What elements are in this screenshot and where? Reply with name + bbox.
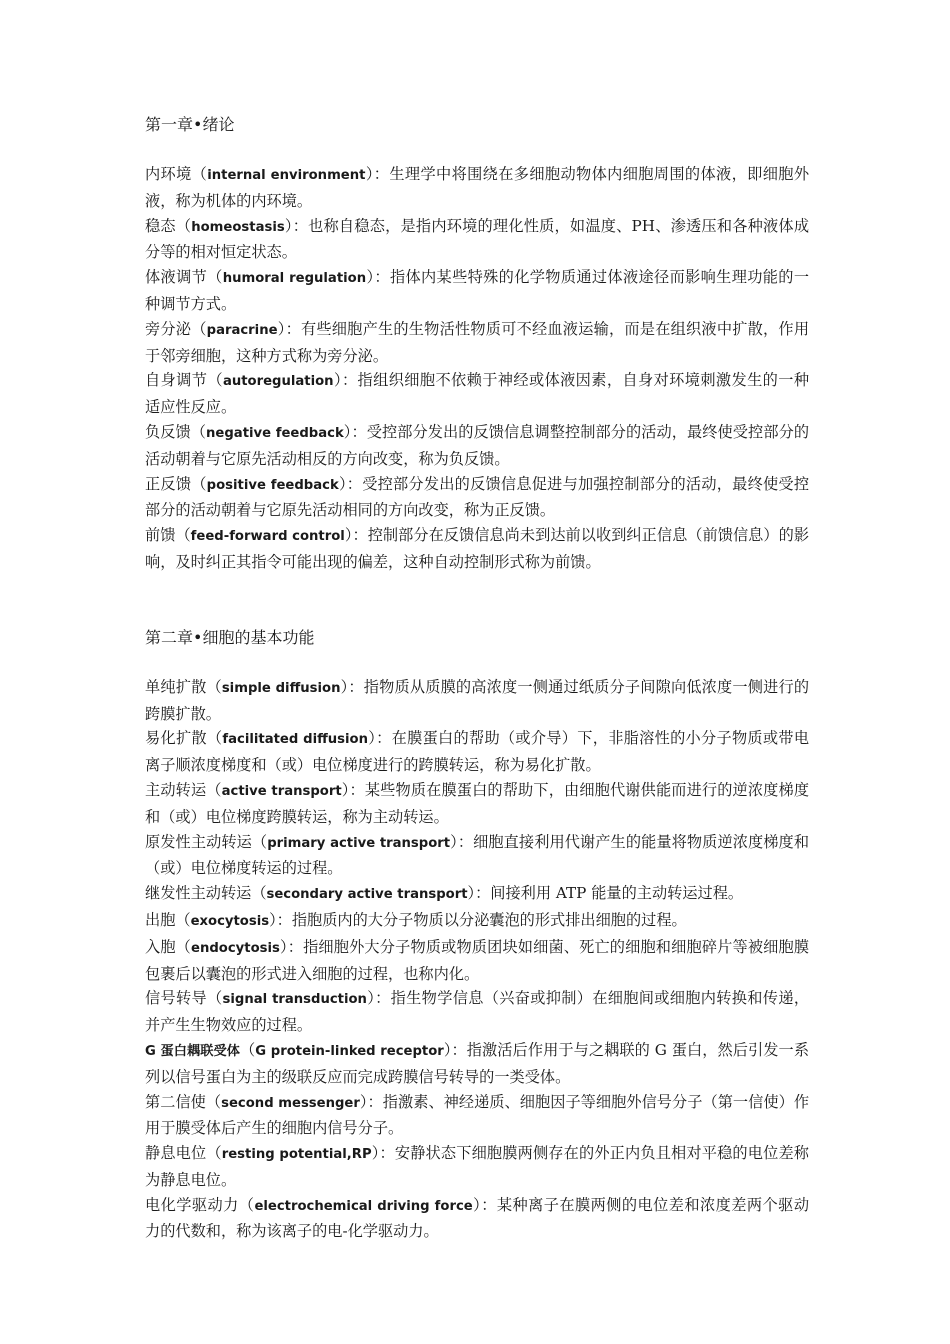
term-definition: 指体内某些特殊的化学物质通过体液途径而影响生理功能的一种调节方式。 bbox=[145, 268, 810, 313]
term-definition: 指生物学信息（兴奋或抑制）在细胞间或细胞内转换和传递，并产生生物效应的过程。 bbox=[145, 989, 810, 1035]
term-chinese: 原发性主动转运 bbox=[145, 832, 252, 851]
glossary-entry bbox=[145, 986, 809, 1038]
term-chinese: 电化学驱动力 bbox=[145, 1195, 239, 1214]
glossary-entry bbox=[145, 908, 809, 935]
term-english: G protein-linked receptor bbox=[255, 1043, 444, 1059]
term-chinese: 内环境 bbox=[145, 165, 192, 183]
term-chinese: 前馈 bbox=[145, 526, 176, 545]
term-definition: 有些细胞产生的生物活性物质可不经血液运输，而是在组织液中扩散，作用于邻旁细胞，这种方式称为旁分泌。 bbox=[145, 319, 810, 365]
glossary-entry bbox=[145, 1090, 809, 1142]
close-paren: ）： bbox=[365, 165, 390, 183]
term-definition: 在膜蛋白的帮助（或介导）下，非脂溶性的小分子物质或带电离子顺浓度梯度和（或）电位梯度进行的跨膜转运，称为易化扩散。 bbox=[145, 729, 810, 775]
chapter-1-entries bbox=[145, 162, 809, 575]
open-paren: （ bbox=[175, 526, 191, 545]
glossary-entry bbox=[145, 1141, 809, 1193]
glossary-entry bbox=[145, 830, 809, 882]
open-paren: （ bbox=[238, 1195, 255, 1214]
glossary-entry bbox=[145, 778, 809, 830]
term-chinese: 继发性主动转运 bbox=[145, 884, 252, 903]
glossary-entry bbox=[145, 265, 809, 317]
term-chinese: 静息电位 bbox=[145, 1144, 207, 1163]
close-paren: ）： bbox=[284, 216, 309, 235]
open-paren: （ bbox=[191, 165, 208, 183]
term-chinese: 第二信使 bbox=[145, 1092, 206, 1111]
chapter-2-title: 第二章•细胞的基本功能 bbox=[145, 627, 315, 647]
close-paren: ）： bbox=[359, 1092, 383, 1111]
open-paren: （ bbox=[175, 216, 192, 235]
term-english: simple diffusion bbox=[221, 680, 341, 696]
close-paren: ）： bbox=[467, 884, 491, 903]
glossary-entry bbox=[145, 162, 809, 214]
close-paren: ）： bbox=[340, 677, 364, 696]
open-paren: （ bbox=[191, 319, 207, 338]
glossary-entry bbox=[145, 675, 809, 727]
term-definition: 指激素、神经递质、细胞因子等细胞外信号分子（第一信使）作用于膜受体后产生的细胞内信号分子。 bbox=[145, 1092, 810, 1138]
close-paren: ）： bbox=[450, 832, 474, 851]
term-definition: 指细胞外大分子物质或物质团块如细菌、死亡的细胞和细胞碎片等被细胞膜包裹后以囊泡的形式进入细胞的过程，也称内化。 bbox=[145, 937, 810, 983]
glossary-entry bbox=[145, 472, 809, 524]
term-english: endocytosis bbox=[191, 940, 280, 956]
term-definition: 细胞直接利用代谢产生的能量将物质逆浓度梯度和（或）电位梯度转运的过程。 bbox=[145, 832, 810, 878]
close-paren: ）： bbox=[472, 1195, 497, 1214]
chapter-2-entries bbox=[145, 675, 809, 1245]
close-paren: ）： bbox=[443, 1040, 467, 1059]
term-english: facilitated diffusion bbox=[222, 732, 369, 748]
term-definition: 也称自稳态，是指内环境的理化性质，如温度、PH、渗透压和各种液体成分等的相对恒定状态。 bbox=[145, 216, 810, 262]
glossary-entry bbox=[145, 317, 809, 369]
term-definition: 某种离子在膜两侧的电位差和浓度差两个驱动力的代数和，称为该离子的电-化学驱动力。 bbox=[145, 1195, 810, 1241]
term-definition: 受控部分发出的反馈信息调整控制部分的活动，最终使受控部分的活动朝着与它原先活动相反的方向改变，称为负反馈。 bbox=[145, 422, 810, 468]
term-chinese: 负反馈 bbox=[145, 422, 191, 441]
close-paren: ）： bbox=[368, 729, 392, 748]
close-paren: ）： bbox=[279, 937, 304, 956]
term-english: negative feedback bbox=[206, 425, 344, 441]
open-paren: （ bbox=[191, 474, 207, 493]
term-chinese: 稳态 bbox=[145, 216, 176, 235]
term-chinese: 自身调节 bbox=[145, 371, 208, 390]
open-paren: （ bbox=[205, 1092, 222, 1111]
open-paren: （ bbox=[207, 371, 223, 390]
close-paren: ）： bbox=[338, 474, 363, 493]
term-chinese: 入胞 bbox=[145, 937, 176, 956]
term-definition: 控制部分在反馈信息尚未到达前以收到纠正信息（前馈信息）的影响，及时纠正其指令可能出现的偏差，这种自动控制形式称为前馈。 bbox=[145, 526, 809, 571]
term-english: autoregulation bbox=[222, 374, 334, 390]
term-english: secondary active transport bbox=[266, 887, 468, 903]
term-definition: 指激活后作用于与之耦联的 G 蛋白，然后引发一系列以信号蛋白为主的级联反应而完成跨膜信号转导的一类受体。 bbox=[145, 1040, 810, 1086]
term-english: resting potential,RP bbox=[221, 1147, 372, 1163]
term-chinese: 信号转导 bbox=[145, 989, 208, 1008]
term-chinese: 易化扩散 bbox=[145, 729, 207, 748]
glossary-entry bbox=[145, 1038, 809, 1090]
term-english: internal environment bbox=[207, 168, 366, 183]
close-paren: ）： bbox=[343, 422, 367, 441]
term-english: positive feedback bbox=[206, 477, 339, 493]
term-english: paracrine bbox=[206, 322, 278, 338]
glossary-entry bbox=[145, 1193, 809, 1245]
term-definition: 间接利用 ATP 能量的主动转运过程。 bbox=[490, 884, 744, 903]
open-paren: （ bbox=[251, 832, 268, 851]
term-chinese: 出胞 bbox=[145, 910, 176, 929]
glossary-entry bbox=[145, 368, 809, 420]
term-definition: 受控部分发出的反馈信息促进与加强控制部分的活动，最终使受控部分的活动朝着与它原先活动相同的方向改变，称为正反馈。 bbox=[145, 474, 810, 520]
term-english: second messenger bbox=[221, 1095, 360, 1111]
term-english: humoral regulation bbox=[222, 271, 367, 287]
term-chinese: 正反馈 bbox=[145, 474, 192, 493]
close-paren: ）： bbox=[341, 780, 365, 799]
open-paren: （ bbox=[240, 1040, 256, 1059]
glossary-entry bbox=[145, 881, 809, 908]
open-paren: （ bbox=[206, 1144, 222, 1163]
term-chinese: G 蛋白耦联受体 bbox=[145, 1043, 241, 1059]
term-english: homeostasis bbox=[191, 219, 285, 235]
term-chinese: 旁分泌 bbox=[145, 319, 192, 338]
chapter-1-title: 第一章•绪论 bbox=[145, 115, 235, 134]
close-paren: ）： bbox=[269, 910, 292, 929]
glossary-entry bbox=[145, 214, 809, 266]
term-english: exocytosis bbox=[190, 913, 270, 929]
glossary-entry bbox=[145, 523, 809, 575]
term-chinese: 主动转运 bbox=[145, 780, 207, 799]
open-paren: （ bbox=[206, 780, 222, 799]
close-paren: ）： bbox=[366, 268, 390, 287]
glossary-entry bbox=[145, 935, 809, 987]
open-paren: （ bbox=[175, 910, 191, 929]
term-english: active transport bbox=[221, 783, 342, 799]
open-paren: （ bbox=[206, 677, 222, 696]
close-paren: ）： bbox=[277, 319, 301, 338]
close-paren: ）： bbox=[366, 989, 391, 1008]
term-english: signal transduction bbox=[222, 992, 367, 1008]
open-paren: （ bbox=[175, 937, 192, 956]
term-definition: 某些物质在膜蛋白的帮助下，由细胞代谢供能而进行的逆浓度梯度和（或）电位梯度跨膜转运，称为主动转运。 bbox=[145, 780, 810, 826]
close-paren: ）： bbox=[333, 371, 358, 390]
open-paren: （ bbox=[206, 729, 223, 748]
term-definition: 生理学中将围绕在多细胞动物体内细胞周围的体液，即细胞外液，称为机体的内环境。 bbox=[145, 165, 810, 210]
term-chinese: 体液调节 bbox=[145, 268, 208, 287]
term-chinese: 单纯扩散 bbox=[145, 677, 207, 696]
glossary-entry bbox=[145, 726, 809, 778]
open-paren: （ bbox=[207, 268, 223, 287]
term-definition: 安静状态下细胞膜两侧存在的外正内负且相对平稳的电位差称为静息电位。 bbox=[145, 1144, 809, 1189]
close-paren: ）： bbox=[371, 1144, 395, 1163]
term-english: feed-forward control bbox=[190, 529, 345, 545]
open-paren: （ bbox=[207, 989, 223, 1008]
open-paren: （ bbox=[190, 422, 207, 441]
glossary-entry bbox=[145, 420, 809, 472]
term-definition: 指组织细胞不依赖于神经或体液因素，自身对环境刺激发生的一种适应性反应。 bbox=[145, 371, 810, 417]
document-page bbox=[145, 112, 809, 1244]
open-paren: （ bbox=[251, 884, 267, 903]
term-english: primary active transport bbox=[267, 835, 451, 851]
term-definition: 指物质从质膜的高浓度一侧通过纸质分子间隙向低浓度一侧进行的跨膜扩散。 bbox=[145, 677, 810, 723]
close-paren: ）： bbox=[344, 526, 368, 545]
term-english: electrochemical driving force bbox=[254, 1198, 473, 1214]
term-definition: 指胞质内的大分子物质以分泌囊泡的形式排出细胞的过程。 bbox=[291, 910, 687, 929]
